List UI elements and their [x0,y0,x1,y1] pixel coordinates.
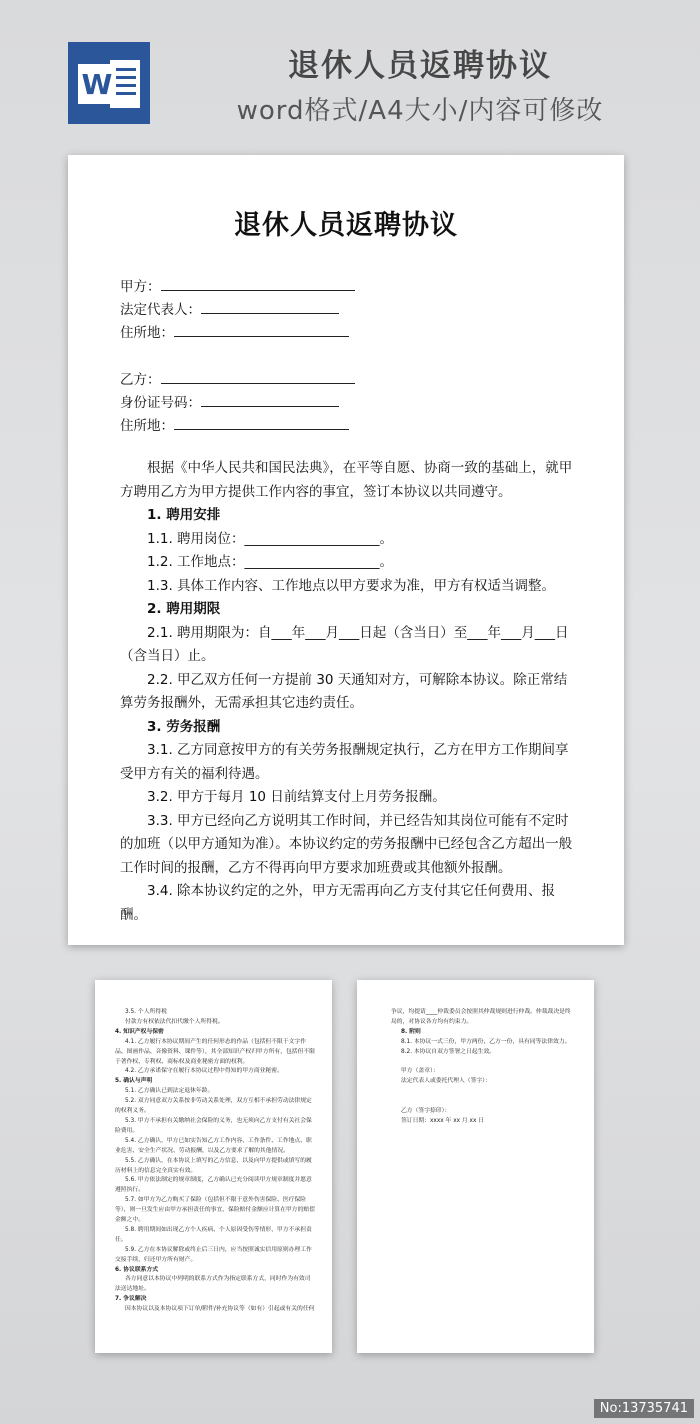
document-page-3 [357,980,594,1353]
small-page-line: 法定代表人或委托代理人（签字）： [401,1078,491,1085]
small-page-line: 5.1. 乙方确认已到法定退休年龄。 [125,1088,214,1095]
small-page-line: 5.7. 如甲方为乙方购买了保险（包括但不限于意外伤害保险、医疗保险等），则一旦发生应由甲方承担责任的事宜，保险赔付金额应计算在甲方的赔偿金额之中。 [115,1197,315,1224]
word-icon-letter: W [81,68,113,101]
paragraph: 3.2. 甲方于每月 10 日前结算支付上月劳务报酬。 [147,789,446,805]
small-page-line: 8.2. 本协议自双方签署之日起生效。 [401,1048,496,1055]
document-page-1 [68,155,624,945]
small-page-line: 7. 争议解决 [115,1296,147,1303]
section-heading: 1. 聘用安排 [147,507,221,523]
party-b-id-label: 身份证号码： [120,395,201,411]
party-a-rep-field [120,298,339,318]
party-a-label: 甲方： [120,279,161,295]
small-page-line: 5. 确认与声明 [115,1078,153,1085]
paragraph: 2.2. 甲乙双方任何一方提前 30 天通知对方，可解除本协议。除正常结算劳务报酬外，无需承担其它违约责任。 [120,671,568,711]
image-id-label: No:13735741 [594,1399,694,1418]
document-body [120,457,580,927]
small-page-line [391,1087,576,1097]
small-page-line: 5.5. 乙方确认，在本协议上填写的乙方信息，以及向甲方提供或填写的履历材料上的信息完全真实有效。 [115,1157,312,1174]
small-page-line: 5.3. 甲方不承担有关缴纳社会保险的义务，也无须向乙方支付有关社会保险费用。 [115,1117,312,1134]
page-3-text [391,1008,576,1127]
section-heading: 3. 劳务报酬 [147,718,221,735]
document-page-2 [95,980,332,1353]
small-page-line [391,1058,576,1068]
party-a-field [120,275,355,295]
small-page-line: 8.1. 本协议一式三份，甲方两份，乙方一份，具有同等法律效力。 [401,1038,571,1045]
small-page-line: 5.8. 聘用期间如出现乙方个人疾病、个人原因受伤等情形，甲方不承担责任。 [115,1226,312,1243]
small-page-line: 6. 协议联系方式 [115,1266,159,1273]
paragraph: 1.3. 具体工作内容、工作地点以甲方要求为准，甲方有权适当调整。 [147,577,556,594]
small-page-line: 甲方（盖章）： [401,1068,439,1075]
document-title: 退休人员返聘协议 [234,210,458,241]
paragraph: 1.2. 工作地点：____________________。 [147,554,394,570]
small-page-line: 乙方（签字捺印）： [401,1108,451,1115]
small-page-line: 5.9. 乙方在本协议解除或终止后三日内，应当按照诚实信用原则办理工作交接手续，归还甲方所有财产。 [115,1246,312,1263]
small-page-line: 4. 知识产权与保密 [115,1028,164,1035]
small-page-line: 4.1. 乙方履行本协议期间产生的任何形态的作品（包括但不限于文字作品、图画作品、音像资料、课件等），其全部知识产权归甲方所有，包括但不限于著作权、专利权、商标权及商业秘密方面的权利。 [115,1038,315,1065]
party-b-label: 乙方： [120,372,161,388]
header [0,0,700,150]
header-title: 退休人员返聘协议 [288,48,552,84]
paragraph: 3.3. 甲方已经向乙方说明其工作时间，并已经告知其岗位可能有不定时的加班（以甲方通知为准）。本协议约定的劳务报酬中已经包含乙方超出一般工作时间的报酬，乙方不得再向甲方要求加班费或其他额外报酬。 [120,812,573,876]
party-a-address-label: 住所地： [120,325,174,341]
party-a-address-field [120,321,349,341]
paragraph: 根据《中华人民共和国民法典》，在平等自愿、协商一致的基础上，就甲方聘用乙方为甲方提供工作内容的事宜，签订本协议以共同遵守。 [120,460,573,500]
small-page-line: 5.2. 双方同意双方关系按非劳动关系处理，双方互相不承担劳动法律规定的权利义务。 [115,1098,312,1115]
word-document-icon [68,42,150,124]
party-a-rep-label: 法定代表人： [120,302,201,318]
header-subtitle: word格式/A4大小/内容可修改 [236,96,604,126]
paragraph: 3.4. 除本协议约定的之外，甲方无需再向乙方支付其它任何费用、报酬。 [120,883,556,923]
small-page-line: 因本协议以及本协议项下订单/附件/补充协议等（如有）引起或有关的任何 [125,1306,315,1313]
paragraph: 3.1. 乙方同意按甲方的有关劳务报酬规定执行，乙方在甲方工作期间享受甲方有关的福利待遇。 [120,742,569,782]
small-page-line: 各方同意以本协议中列明的联系方式作为指定联系方式，同时作为有效司法送达地址。 [115,1276,311,1293]
small-page-line: 签订日期：xxxx 年 xx 月 xx 日 [401,1117,485,1124]
party-b-field [120,368,355,388]
small-page-line: 5.4. 乙方确认，甲方已如实告知乙方工作内容、工作条件、工作地点、职业危害、安全生产状况、劳动报酬，以及乙方要求了解的其他情况。 [115,1137,312,1154]
party-b-address-field [120,414,349,434]
small-page-line: 4.2. 乙方承诺保守在履行本协议过程中得知的甲方商业秘密。 [125,1068,283,1075]
party-b-address-label: 住所地： [120,418,174,434]
small-page-line: 3.5. 个人所得税 [125,1009,167,1015]
paragraph: 1.1. 聘用岗位：____________________。 [147,530,394,547]
small-page-line: 8. 附则 [401,1028,421,1035]
small-page-line: 争议，均提请____仲裁委员会按照其仲裁规则进行仲裁。仲裁裁决是终局的，对协议各方均有约束力。 [391,1009,571,1025]
section-heading: 2. 聘用期限 [147,601,221,617]
small-page-line: 5.6. 甲方依法制定的规章制度，乙方确认已充分阅读甲方规章制度并愿意遵照执行。 [115,1177,312,1194]
small-page-line [391,1097,576,1107]
party-b-id-field [120,391,339,411]
page-2-text [115,1008,315,1315]
paragraph: 2.1. 聘用期限为：自___年___月___日起（含当日）至___年___月___日（含当日）止。 [120,624,569,664]
small-page-line: 付款方有权依法代扣代缴个人所得税。 [125,1018,224,1025]
